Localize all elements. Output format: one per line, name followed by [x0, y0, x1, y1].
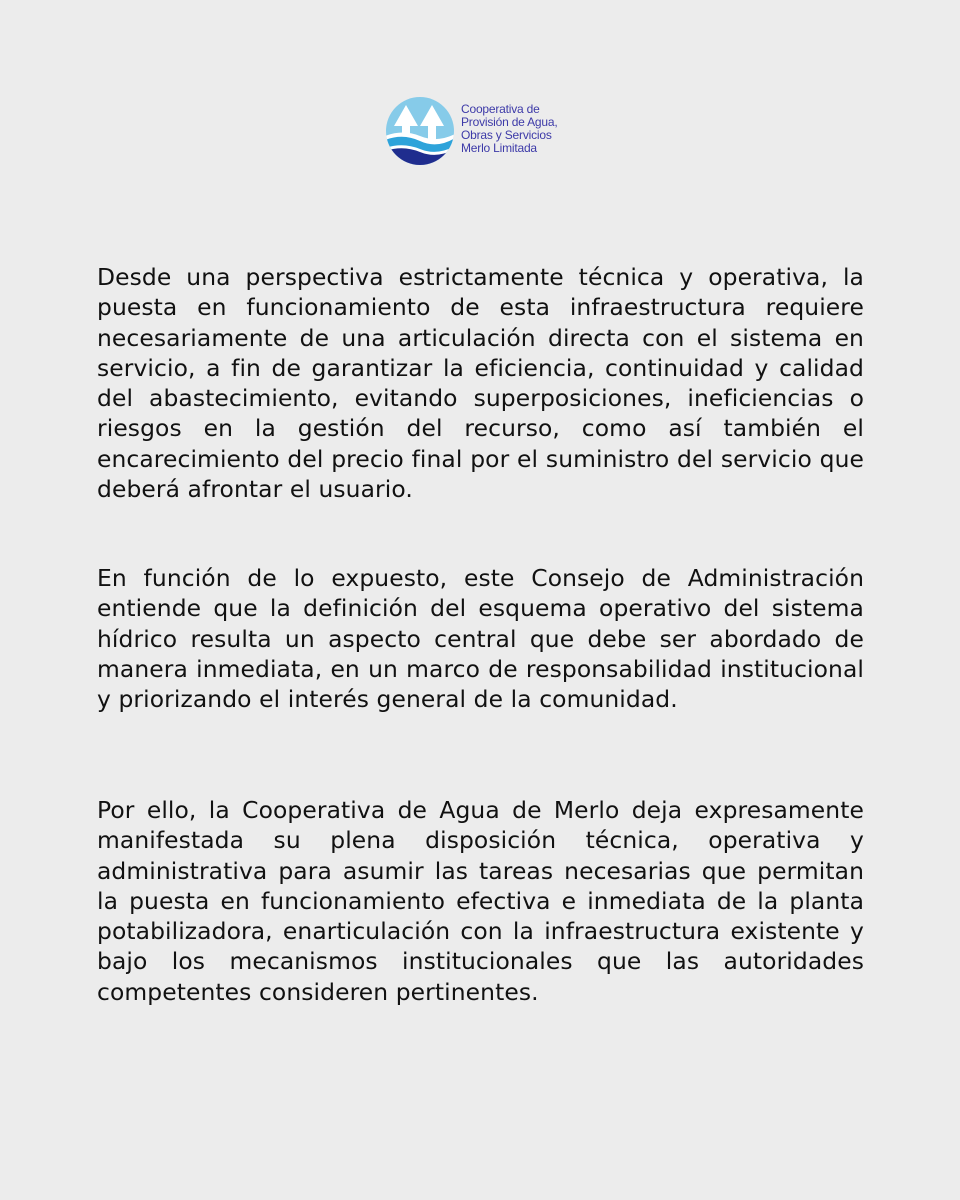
paragraph-technical-perspective — [97, 262, 864, 504]
paragraph-council-position — [97, 563, 864, 714]
paragraph-text: En función de lo expuesto, este Consejo de Administración entiende que la definición del esquema operativo del sistema hídrico resulta un aspecto central que debe ser abordado de manera inmediata, en un marco de responsabilidad institucional y priorizando el interés general de la comunidad. — [97, 564, 864, 714]
water-cooperative-logo-icon — [385, 96, 455, 166]
org-name-line: Provisión de Agua, — [461, 115, 558, 129]
org-name-line: Cooperativa de — [461, 102, 540, 116]
org-name-line: Obras y Servicios — [461, 128, 552, 142]
org-name-line: Merlo Limitada — [461, 141, 537, 155]
paragraph-text: Desde una perspectiva estrictamente técnica y operativa, la puesta en funcionamiento de esta infraestructura requiere necesariamente de una articulación directa con el sistema en servicio, a fin de garantizar la eficiencia, continuidad y calidad del abastecimiento, evitando superposiciones, ineficiencias o riesgos en la gestión del recurso, como así también el encarecimiento del precio final por el suministro del servicio que deberá afrontar el usuario. — [97, 263, 864, 504]
org-name — [461, 103, 557, 155]
paragraph-cooperative-disposition — [97, 795, 864, 1007]
paragraph-text: Por ello, la Cooperativa de Agua de Merlo deja expresamente manifestada su plena disposición técnica, operativa y administrativa para asumir las tareas necesarias que permitan la puesta en funcionamiento efectiva e inmediata de la planta potabilizadora, enarticulación con la infraestructura existente y bajo los mecanismos institucionales que las autoridades competentes consideren pertinentes. — [97, 796, 864, 1006]
header-logo — [385, 96, 557, 166]
